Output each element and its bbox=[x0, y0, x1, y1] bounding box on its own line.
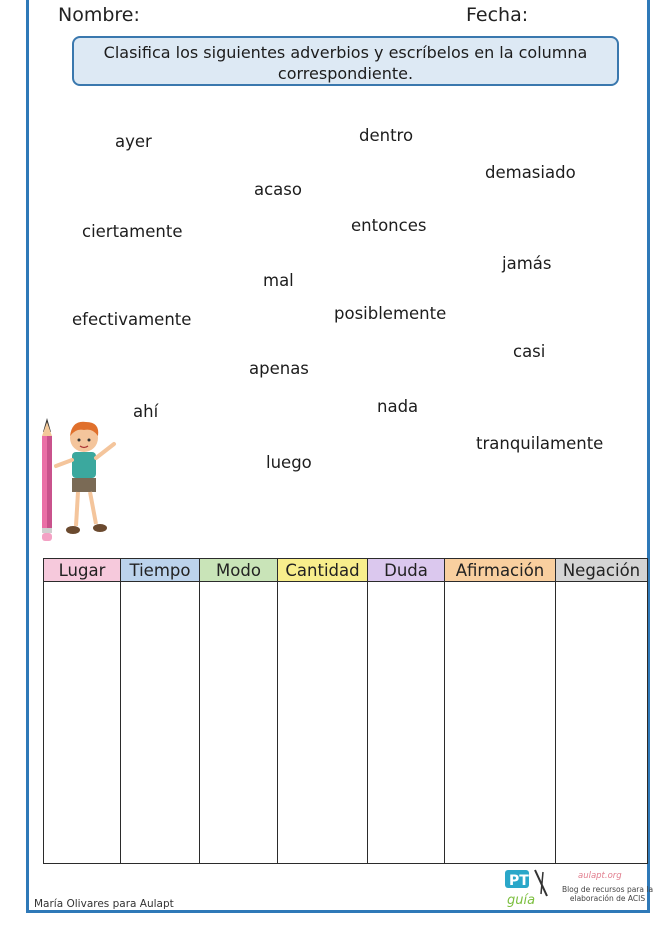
word-dentro: dentro bbox=[359, 126, 414, 145]
name-label: Nombre: bbox=[58, 4, 140, 26]
answer-cell-duda[interactable] bbox=[368, 582, 445, 864]
word-casi: casi bbox=[513, 342, 546, 361]
word-ayer: ayer bbox=[115, 132, 152, 151]
author-credit: María Olivares para Aulapt bbox=[34, 898, 174, 910]
column-header-negacion: Negación bbox=[556, 559, 648, 582]
column-header-cantidad: Cantidad bbox=[278, 559, 368, 582]
answer-cell-afirmacion[interactable] bbox=[445, 582, 556, 864]
column-header-lugar: Lugar bbox=[44, 559, 121, 582]
word-mal: mal bbox=[263, 271, 294, 290]
date-label: Fecha: bbox=[466, 4, 529, 26]
blog-caption-line1: Blog de recursos para la bbox=[561, 885, 654, 894]
column-header-modo: Modo bbox=[200, 559, 278, 582]
answer-cell-tiempo[interactable] bbox=[121, 582, 200, 864]
word-ahi: ahí bbox=[133, 402, 159, 421]
word-luego: luego bbox=[266, 453, 312, 472]
blog-caption-line2: elaboración de ACIS bbox=[569, 894, 646, 903]
word-apenas: apenas bbox=[249, 359, 309, 378]
blog-caption bbox=[560, 885, 655, 903]
answer-cell-lugar[interactable] bbox=[44, 582, 121, 864]
word-posiblemente: posiblemente bbox=[334, 304, 447, 323]
word-demasiado: demasiado bbox=[485, 163, 576, 182]
column-header-afirmacion: Afirmación bbox=[445, 559, 556, 582]
table-header-row bbox=[44, 559, 648, 582]
logo-text: PT bbox=[509, 873, 529, 889]
instruction-box bbox=[72, 36, 619, 86]
answer-cell-modo[interactable] bbox=[200, 582, 278, 864]
boy-with-pencil-illustration bbox=[38, 418, 126, 548]
answer-cell-negacion[interactable] bbox=[556, 582, 648, 864]
word-nada: nada bbox=[377, 397, 419, 416]
word-ciertamente: ciertamente bbox=[82, 222, 183, 241]
word-acaso: acaso bbox=[254, 180, 302, 199]
instruction-text: Clasifica los siguientes adverbios y escríbelos en la columna correspondiente. bbox=[103, 43, 588, 83]
column-header-duda: Duda bbox=[368, 559, 445, 582]
logo-subtext: guía bbox=[507, 893, 536, 908]
word-tranquilamente: tranquilamente bbox=[476, 434, 604, 453]
classification-table bbox=[43, 558, 648, 864]
answer-cell-cantidad[interactable] bbox=[278, 582, 368, 864]
site-url: aulapt.org bbox=[578, 871, 622, 881]
word-jamas: jamás bbox=[502, 254, 552, 273]
pt-guia-logo-icon bbox=[503, 868, 555, 908]
answer-row bbox=[44, 582, 648, 864]
word-entonces: entonces bbox=[351, 216, 427, 235]
column-header-tiempo: Tiempo bbox=[121, 559, 200, 582]
word-efectivamente: efectivamente bbox=[72, 310, 192, 329]
